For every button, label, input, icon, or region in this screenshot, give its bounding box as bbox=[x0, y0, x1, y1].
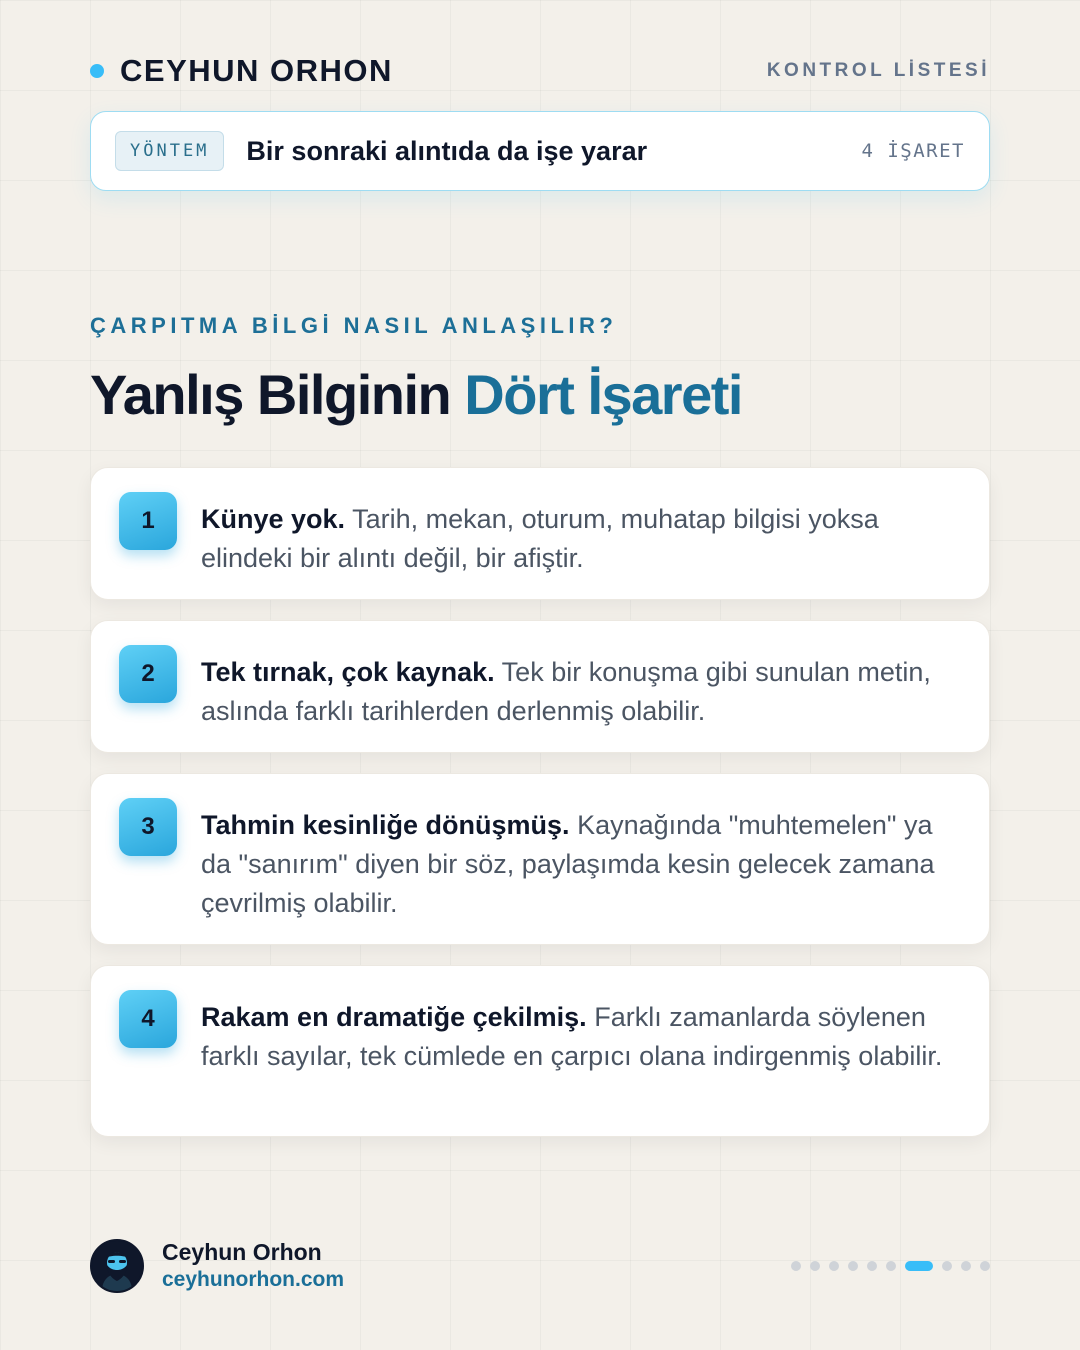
method-text: Bir sonraki alıntıda da işe yarar bbox=[246, 135, 648, 166]
page-dot bbox=[848, 1261, 858, 1271]
page-dot bbox=[886, 1261, 896, 1271]
item-number-badge: 2 bbox=[119, 645, 177, 703]
page-dot bbox=[867, 1261, 877, 1271]
item-body: Tarih, mekan, oturum, muhatap bilgisi yoksa elindeki bir alıntı değil, bir afiştir. bbox=[201, 504, 879, 573]
title-main: Yanlış Bilginin bbox=[90, 363, 451, 426]
page-dot bbox=[829, 1261, 839, 1271]
list-item bbox=[90, 773, 990, 945]
method-badge: YÖNTEM bbox=[115, 131, 224, 171]
item-lead: Tek tırnak, çok kaynak. bbox=[201, 657, 495, 687]
item-lead: Künye yok. bbox=[201, 504, 346, 534]
top-bar bbox=[90, 50, 990, 92]
item-text bbox=[201, 806, 966, 923]
item-text bbox=[201, 653, 966, 731]
category-label: KONTROL LİSTESİ bbox=[766, 60, 990, 81]
item-number-badge: 4 bbox=[119, 990, 177, 1048]
page-title bbox=[90, 362, 742, 427]
item-lead: Tahmin kesinliğe dönüşmüş. bbox=[201, 810, 570, 840]
list-item bbox=[90, 965, 990, 1137]
item-text bbox=[201, 998, 966, 1076]
item-text bbox=[201, 500, 966, 578]
avatar-icon bbox=[90, 1239, 144, 1293]
page-dot bbox=[980, 1261, 990, 1271]
brand bbox=[90, 53, 393, 89]
author-website-link[interactable]: ceyhunorhon.com bbox=[162, 1268, 345, 1291]
page-dot bbox=[791, 1261, 801, 1271]
sign-count: 4 İŞARET bbox=[861, 140, 965, 162]
page-dot-active bbox=[905, 1261, 933, 1271]
list-item bbox=[90, 467, 990, 600]
brand-name: CEYHUN ORHON bbox=[120, 53, 393, 88]
page-dot bbox=[942, 1261, 952, 1271]
page-dot bbox=[810, 1261, 820, 1271]
item-number-badge: 1 bbox=[119, 492, 177, 550]
author-info bbox=[162, 1238, 344, 1294]
author-block bbox=[90, 1238, 344, 1294]
brand-dot-icon bbox=[90, 64, 104, 78]
page-indicator bbox=[791, 1261, 990, 1271]
item-body: Tek bir konuşma gibi sunulan metin, aslında farklı tarihlerden derlenmiş olabilir. bbox=[201, 657, 931, 726]
item-body: Farklı zamanlarda söylenen farklı sayılar, tek cümlede en çarpıcı olana indirgenmiş olabilir. bbox=[201, 1002, 943, 1071]
eyebrow-heading: ÇARPITMA BİLGİ NASIL ANLAŞILIR? bbox=[90, 313, 618, 338]
author-name: Ceyhun Orhon bbox=[162, 1239, 322, 1265]
item-number-badge: 3 bbox=[119, 798, 177, 856]
bearded-man-avatar-icon bbox=[92, 1241, 142, 1291]
page-dot bbox=[961, 1261, 971, 1271]
title-accent: Dört İşareti bbox=[464, 363, 742, 426]
footer bbox=[90, 1238, 990, 1294]
list-item bbox=[90, 620, 990, 753]
item-body: Kaynağında "muhtemelen" ya da "sanırım" diyen bir söz, paylaşımda kesin gelecek zamana çevrilmiş olabilir. bbox=[201, 810, 935, 918]
method-card bbox=[90, 111, 990, 191]
item-lead: Rakam en dramatiğe çekilmiş. bbox=[201, 1002, 587, 1032]
